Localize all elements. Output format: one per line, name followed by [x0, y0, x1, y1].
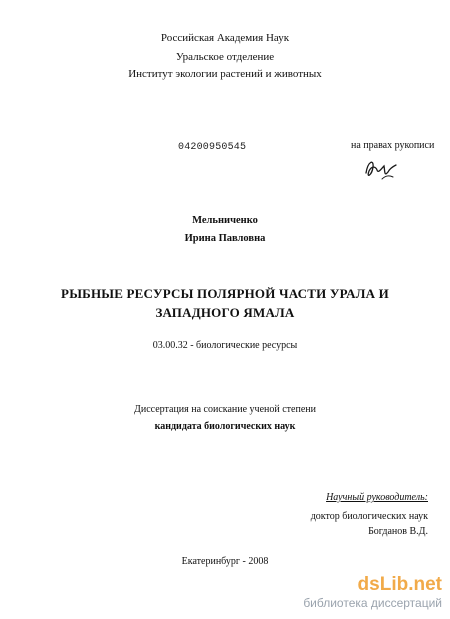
- dissertation-purpose: Диссертация на соискание ученой степени: [134, 404, 316, 415]
- specialty-code: 03.00.32 - биологические ресурсы: [152, 340, 298, 351]
- thesis-title-line-1: РЫБНЫЕ РЕСУРСЫ ПОЛЯРНОЙ ЧАСТИ УРАЛА И: [61, 286, 389, 301]
- branch-name: Уральское отделение: [175, 51, 275, 63]
- city-year: Екатеринбург - 2008: [181, 556, 269, 567]
- watermark: [282, 572, 448, 616]
- supervisor-label: Научный руководитель:: [326, 492, 428, 503]
- signature: [360, 153, 400, 183]
- supervisor-name: Богданов В.Д.: [368, 526, 428, 537]
- thesis-title-line-2: ЗАПАДНОГО ЯМАЛА: [155, 305, 295, 320]
- author-given-names: Ирина Павловна: [184, 233, 266, 244]
- supervisor-degree: доктор биологических наук: [310, 511, 428, 522]
- manuscript-note: на правах рукописи: [351, 140, 435, 151]
- academy-name: Российская Академия Наук: [160, 32, 290, 44]
- document-code: 04200950545: [178, 142, 247, 153]
- watermark-logo: dsLib.net: [357, 574, 442, 595]
- institute-name: Институт экологии растений и животных: [128, 68, 322, 80]
- academic-degree: кандидата биологических наук: [154, 421, 296, 432]
- author-surname: Мельниченко: [192, 215, 258, 226]
- watermark-subtitle: библиотека диссертаций: [303, 596, 442, 610]
